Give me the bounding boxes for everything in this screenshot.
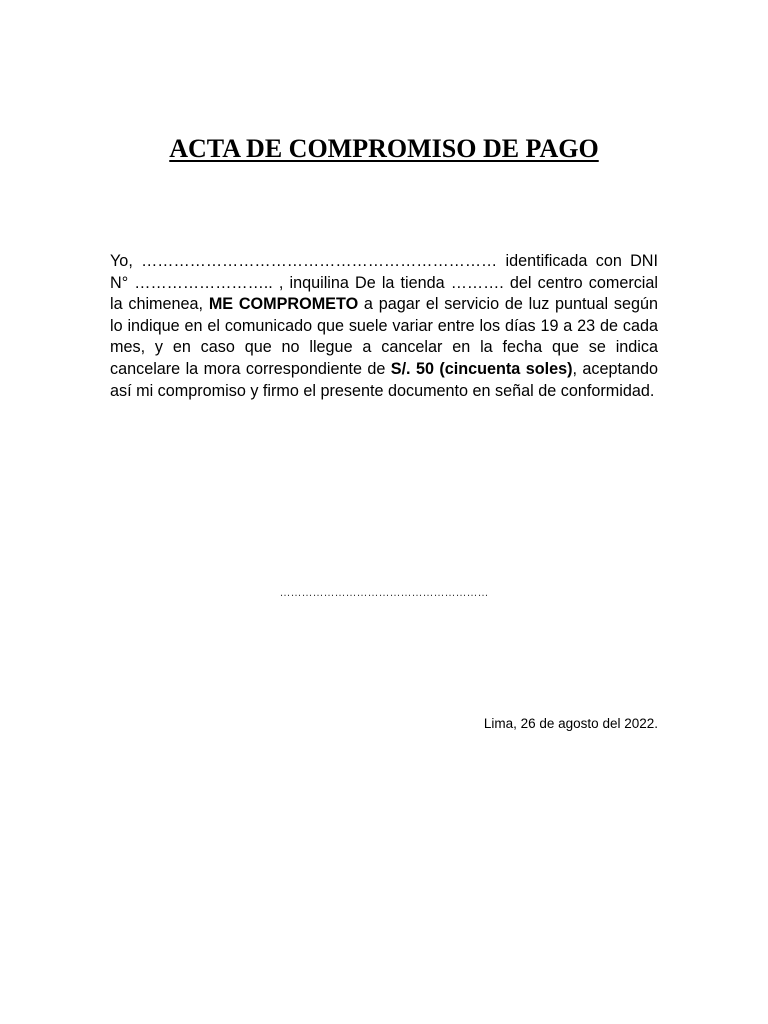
document-title: ACTA DE COMPROMISO DE PAGO (169, 134, 599, 163)
paragraph-text-2: a pagar el servicio de luz puntual según lo indique en el comunicado que suele variar entre los días 19 a 23 de cada mes, y en caso que no llegue a cancelar en la fecha que se indica cancelare la mora correspondiente de (110, 295, 659, 378)
paragraph-text-1: Yo, ………………………………………………………… identificada con DNI N° …………………….. , inquilina De la tienda ………. del centro comercial la chimenea, (110, 252, 658, 314)
paragraph-bold-commitment: ME COMPROMETO (208, 295, 359, 314)
paragraph-bold-amount: S/. 50 (cincuenta soles) (390, 359, 573, 378)
date-line: Lima, 26 de agosto del 2022. (483, 716, 658, 731)
signature-line: ………………………………………………… (279, 587, 489, 599)
paragraph-text-3: , aceptando así mi compromiso y firmo el presente documento en señal de conformidad. (110, 359, 659, 400)
commitment-paragraph (110, 251, 658, 402)
